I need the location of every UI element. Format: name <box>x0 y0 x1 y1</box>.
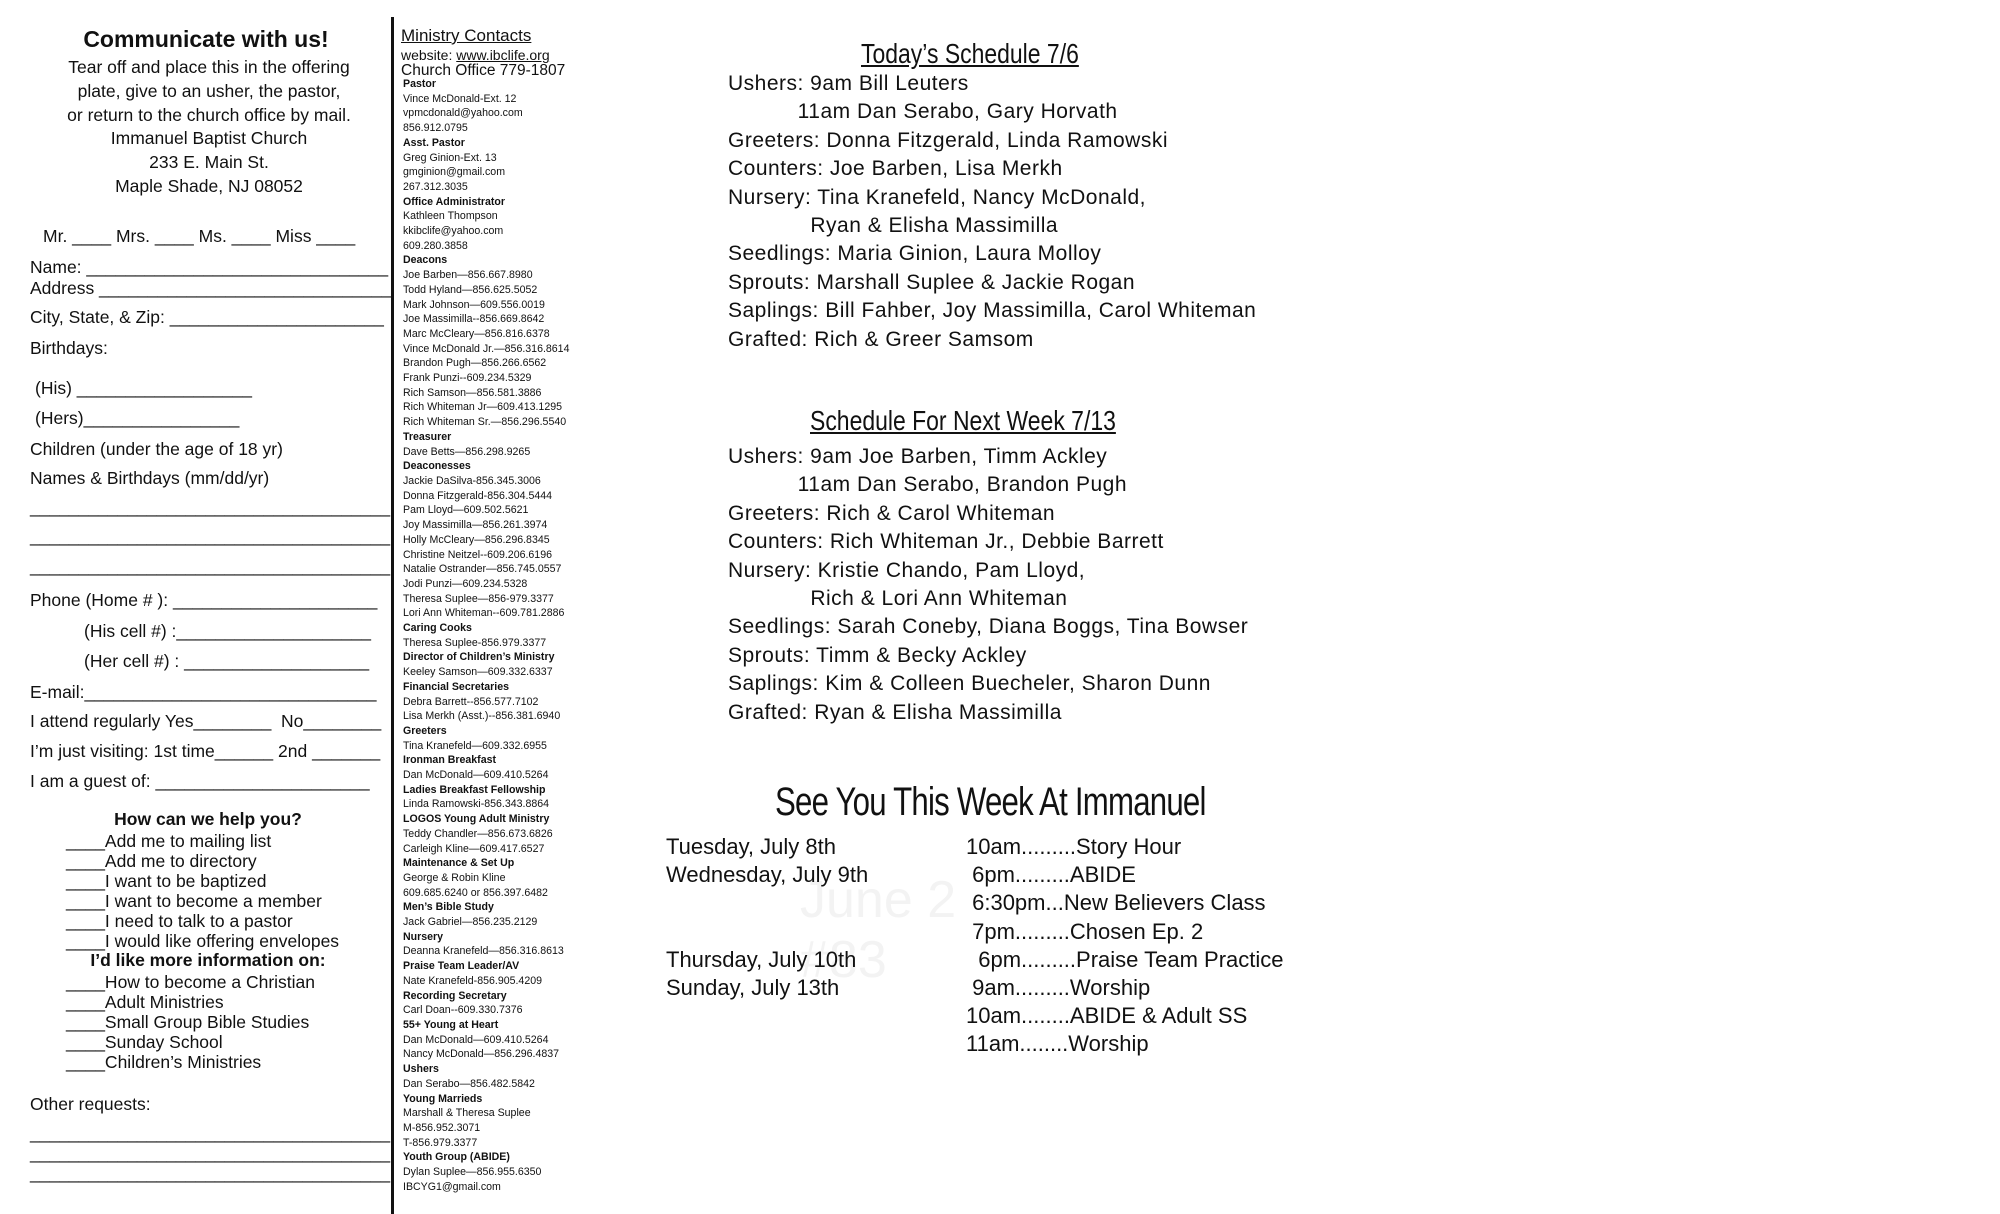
contact-entry: Dave Betts—856.298.9265 <box>403 445 531 458</box>
schedule-line: Sprouts: Timm & Becky Ackley <box>728 643 1027 667</box>
schedule-line: Counters: Joe Barben, Lisa Merkh <box>728 157 1063 181</box>
contact-heading: Caring Cooks <box>403 622 472 635</box>
contact-entry: Donna Fitzgerald-856.304.5444 <box>403 489 553 502</box>
email-field[interactable]: E-mail:______________________________ <box>30 682 377 702</box>
his-cell-field[interactable]: (His cell #) :____________________ <box>84 621 372 641</box>
schedule-line: Nursery: Kristie Chando, Pam Lloyd, <box>728 558 1086 582</box>
schedule-line: Saplings: Kim & Colleen Buecheler, Sharon Dunn <box>728 672 1211 696</box>
contact-heading: Men’s Bible Study <box>403 901 494 914</box>
website-line <box>401 47 550 63</box>
directory-option[interactable]: ____Add me to directory <box>66 851 257 871</box>
contact-entry: Joe Massimilla--856.669.8642 <box>403 313 545 326</box>
contact-heading: Young Marrieds <box>403 1092 483 1105</box>
other-requests-label: Other requests: <box>30 1094 151 1114</box>
contact-entry: Marshall & Theresa Suplee <box>403 1107 531 1120</box>
visiting-field[interactable]: I’m just visiting: 1st time______ 2nd _______ <box>30 741 381 761</box>
contact-entry: Joy Massimilla—856.261.3974 <box>403 519 548 532</box>
home-phone-field[interactable]: Phone (Home # ): _____________________ <box>30 590 378 610</box>
communication-card <box>0 0 392 1214</box>
contact-entry: Rich Whiteman Sr.—856.296.5540 <box>403 416 567 429</box>
contact-entry: Dan McDonald—609.410.5264 <box>403 769 549 782</box>
contact-entry: IBCYG1@gmail.com <box>403 1180 501 1193</box>
contact-entry: Lisa Merkh (Asst.)--856.381.6940 <box>403 710 561 723</box>
schedule-line: Greeters: Rich & Carol Whiteman <box>728 501 1056 525</box>
contact-entry: Joe Barben—856.667.8980 <box>403 269 533 282</box>
contact-entry: Dan McDonald—609.410.5264 <box>403 1033 549 1046</box>
event-time: 6pm.........ABIDE <box>966 862 1136 888</box>
guest-of-field[interactable]: I am a guest of: ______________________ <box>30 771 370 791</box>
contact-list <box>403 77 603 1194</box>
contact-entry: Frank Punzi--609.234.5329 <box>403 372 532 385</box>
contact-heading: LOGOS Young Adult Ministry <box>403 813 550 826</box>
schedule-line: Grafted: Ryan & Elisha Massimilla <box>728 700 1062 724</box>
event-time: 9am.........Worship <box>966 975 1151 1000</box>
contact-entry: gmginion@gmail.com <box>403 166 506 179</box>
attend-regularly-field[interactable]: I attend regularly Yes________ No________ <box>30 711 382 731</box>
schedule-line: 11am Dan Serabo, Brandon Pugh <box>728 473 1128 497</box>
contact-heading: Office Administrator <box>403 195 506 208</box>
other-requests-line[interactable]: _____________________________________ <box>30 1143 391 1163</box>
baptized-option[interactable]: ____I want to be baptized <box>66 871 267 891</box>
more-info-title: I’d like more information on: <box>90 950 326 970</box>
children-line[interactable]: _____________________________________ <box>30 556 391 576</box>
schedule-line: Grafted: Rich & Greer Samsom <box>728 327 1034 351</box>
contact-entry: Brandon Pugh—856.266.6562 <box>403 357 547 370</box>
contact-heading: Deacons <box>403 254 448 267</box>
names-birthdays-label: Names & Birthdays (mm/dd/yr) <box>30 468 270 488</box>
contact-heading: Nursery <box>403 930 444 943</box>
her-cell-field[interactable]: (Her cell #) : ___________________ <box>84 651 370 671</box>
church-street: 233 E. Main St. <box>149 152 269 172</box>
schedule-line: Saplings: Bill Fahber, Joy Massimilla, Carol Whiteman <box>728 299 1257 323</box>
contact-heading: Youth Group (ABIDE) <box>403 1151 510 1164</box>
help-title: How can we help you? <box>114 809 302 829</box>
contact-entry: Christine Neitzel--609.206.6196 <box>403 548 552 561</box>
contact-entry: George & Robin Kline <box>403 871 506 884</box>
watermark-line: #83 <box>800 931 887 989</box>
schedule-line: Sprouts: Marshall Suplee & Jackie Rogan <box>728 270 1136 294</box>
contact-entry: Jack Gabriel—856.235.2129 <box>403 916 538 929</box>
contact-entry: vpmcdonald@yahoo.com <box>403 107 523 120</box>
schedule-line: Ushers: 9am Bill Leuters <box>728 72 969 95</box>
contact-entry: Carl Doan--609.330.7376 <box>403 1004 523 1017</box>
contact-entry: 609.280.3858 <box>403 239 468 252</box>
adult-ministries-option[interactable]: ____Adult Ministries <box>66 992 224 1012</box>
contact-entry: Theresa Suplee-856.979.3377 <box>403 636 547 649</box>
week-events-title: See You This Week At Immanuel <box>775 780 1206 824</box>
contact-entry: Todd Hyland—856.625.5052 <box>403 283 538 296</box>
offering-envelopes-option[interactable]: ____I would like offering envelopes <box>66 931 340 951</box>
contact-entry: Jodi Punzi—609.234.5328 <box>403 577 528 590</box>
contact-heading: Director of Children’s Ministry <box>403 651 555 664</box>
schedule-line: Ryan & Elisha Massimilla <box>728 214 1059 237</box>
contact-entry: Nate Kranefeld-856.905.4209 <box>403 974 543 987</box>
contact-entry: 856.912.0795 <box>403 122 468 135</box>
schedule-line: Seedlings: Sarah Coneby, Diana Boggs, Tina Bowser <box>728 615 1249 639</box>
event-day: Wednesday, July 9th <box>666 862 869 888</box>
contact-heading: Maintenance & Set Up <box>403 857 515 870</box>
event-time: 11am........Worship <box>966 1031 1149 1057</box>
contact-heading: Treasurer <box>403 430 452 443</box>
card-intro-line: Tear off and place this in the offering <box>68 57 350 77</box>
contact-heading: Asst. Pastor <box>403 136 465 149</box>
today-schedule-title: Today’s Schedule 7/6 <box>861 38 1079 69</box>
contact-entry: Kathleen Thompson <box>403 210 498 223</box>
contact-heading: Pastor <box>403 78 436 90</box>
event-time: 10am.........Story Hour <box>966 834 1182 859</box>
childrens-ministries-option[interactable]: ____Children’s Ministries <box>66 1052 262 1072</box>
contact-entry: 267.312.3035 <box>403 180 468 193</box>
contact-entry: Debra Barrett--856.577.7102 <box>403 695 539 708</box>
bible-studies-option[interactable]: ____Small Group Bible Studies <box>66 1012 310 1032</box>
contact-entry: Deanna Kranefeld—856.316.8613 <box>403 945 564 958</box>
contact-heading: 55+ Young at Heart <box>403 1019 499 1031</box>
become-christian-option[interactable]: ____How to become a Christian <box>66 972 316 992</box>
contact-entry: Greg Ginion-Ext. 13 <box>403 151 497 164</box>
event-time: 6:30pm...New Believers Class <box>966 890 1266 916</box>
sunday-school-option[interactable]: ____Sunday School <box>66 1032 223 1052</box>
schedule-line: Counters: Rich Whiteman Jr., Debbie Barrett <box>728 530 1164 554</box>
contact-entry: Marc McCleary—856.816.6378 <box>403 327 550 340</box>
contact-heading: Ironman Breakfast <box>403 754 497 767</box>
contact-entry: Dylan Suplee—856.955.6350 <box>403 1166 542 1179</box>
contact-entry: Dan Serabo—856.482.5842 <box>403 1077 535 1090</box>
contact-entry: Teddy Chandler—856.673.6826 <box>403 827 553 840</box>
birthdays-label: Birthdays: <box>30 338 108 358</box>
church-city: Maple Shade, NJ 08052 <box>115 176 303 196</box>
contact-heading: Deaconesses <box>403 460 471 473</box>
address-field[interactable]: Address ______________________________ <box>30 278 392 298</box>
card-intro-line: or return to the church office by mail. <box>67 105 351 125</box>
children-label: Children (under the age of 18 yr) <box>30 439 283 459</box>
contact-entry: Vince McDonald Jr.—856.316.8614 <box>403 342 570 355</box>
contact-entry: Rich Whiteman Jr—609.413.1295 <box>403 401 562 414</box>
his-birthday-field[interactable]: (His) __________________ <box>35 378 252 398</box>
contact-entry: Rich Samson—856.581.3886 <box>403 386 542 399</box>
contact-entry: Jackie DaSilva-856.345.3006 <box>403 474 541 487</box>
website-label: website: <box>401 47 457 63</box>
mailing-list-option[interactable]: ____Add me to mailing list <box>66 831 272 851</box>
contact-entry: Lori Ann Whiteman--609.781.2886 <box>403 607 565 620</box>
member-option[interactable]: ____I want to become a member <box>66 891 322 911</box>
schedule-line: Rich & Lori Ann Whiteman <box>728 587 1068 610</box>
contact-entry: Vince McDonald-Ext. 12 <box>403 92 517 105</box>
children-line[interactable]: _____________________________________ <box>30 497 391 517</box>
talk-to-pastor-option[interactable]: ____I need to talk to a pastor <box>66 911 293 931</box>
contact-entry: 609.685.6240 or 856.397.6482 <box>403 886 548 899</box>
schedule-line: Seedlings: Maria Ginion, Laura Molloy <box>728 242 1102 266</box>
event-time: 10am........ABIDE & Adult SS <box>966 1003 1248 1029</box>
schedule-line: Ushers: 9am Joe Barben, Timm Ackley <box>728 445 1108 468</box>
contact-entry: Natalie Ostrander—856.745.0557 <box>403 563 562 576</box>
other-requests-line[interactable]: _____________________________________ <box>30 1123 391 1143</box>
schedule-line: Greeters: Donna Fitzgerald, Linda Ramowski <box>728 128 1169 152</box>
event-time: 6pm.........Praise Team Practice <box>966 946 1284 972</box>
contact-entry: Nancy McDonald—856.296.4837 <box>403 1048 560 1061</box>
event-time: 7pm.........Chosen Ep. 2 <box>966 918 1204 944</box>
contact-heading: Ushers <box>403 1063 439 1076</box>
card-intro-line: plate, give to an usher, the pastor, <box>77 81 341 101</box>
city-state-zip-field[interactable]: City, State, & Zip: ______________________ <box>30 307 384 327</box>
contact-heading: Praise Team Leader/AV <box>403 960 520 973</box>
contact-heading: Ladies Breakfast Fellowship <box>403 783 546 796</box>
schedule-line: Nursery: Tina Kranefeld, Nancy McDonald, <box>728 185 1147 209</box>
salutation-field[interactable]: Mr. ____ Mrs. ____ Ms. ____ Miss ____ <box>43 226 356 246</box>
contact-entry: Mark Johnson—609.556.0019 <box>403 298 545 311</box>
card-title: Communicate with us! <box>83 26 329 52</box>
contact-entry: Holly McCleary—856.296.8345 <box>403 533 550 546</box>
contact-entry: M-856.952.3071 <box>403 1121 481 1134</box>
other-requests-line[interactable]: _____________________________________ <box>30 1163 391 1183</box>
contact-heading: Greeters <box>403 724 447 737</box>
event-day: Sunday, July 13th <box>666 975 840 1000</box>
contact-entry: Theresa Suplee—856-979.3377 <box>403 592 554 605</box>
tear-off-divider <box>391 17 394 1214</box>
contact-entry: kkibclife@yahoo.com <box>403 225 504 238</box>
contact-entry: Linda Ramowski-856.343.8864 <box>403 798 550 811</box>
contact-entry: Pam Lloyd—609.502.5621 <box>403 504 529 517</box>
church-office-phone: Church Office 779-1807 <box>401 62 566 79</box>
children-line[interactable]: _____________________________________ <box>30 526 391 546</box>
event-day: Tuesday, July 8th <box>666 834 836 859</box>
name-field[interactable]: Name: _______________________________ <box>30 257 389 277</box>
next-week-title: Schedule For Next Week 7/13 <box>810 405 1116 436</box>
watermark-line: June 2 <box>800 871 957 929</box>
event-day: Thursday, July 10th <box>666 946 857 972</box>
church-name: Immanuel Baptist Church <box>110 128 308 148</box>
contact-entry: T-856.979.3377 <box>403 1136 478 1149</box>
contact-entry: Tina Kranefeld—609.332.6955 <box>403 739 547 752</box>
contact-heading: Recording Secretary <box>403 989 507 1002</box>
hers-birthday-field[interactable]: (Hers)________________ <box>35 408 240 428</box>
contacts-heading: Ministry Contacts <box>401 26 532 45</box>
contact-entry: Keeley Samson—609.332.6337 <box>403 666 553 679</box>
contact-heading: Financial Secretaries <box>403 680 509 693</box>
contact-entry: Carleigh Kline—609.417.6527 <box>403 842 545 855</box>
schedule-line: 11am Dan Serabo, Gary Horvath <box>728 100 1118 124</box>
website-link[interactable]: www.ibclife.org <box>456 47 550 63</box>
